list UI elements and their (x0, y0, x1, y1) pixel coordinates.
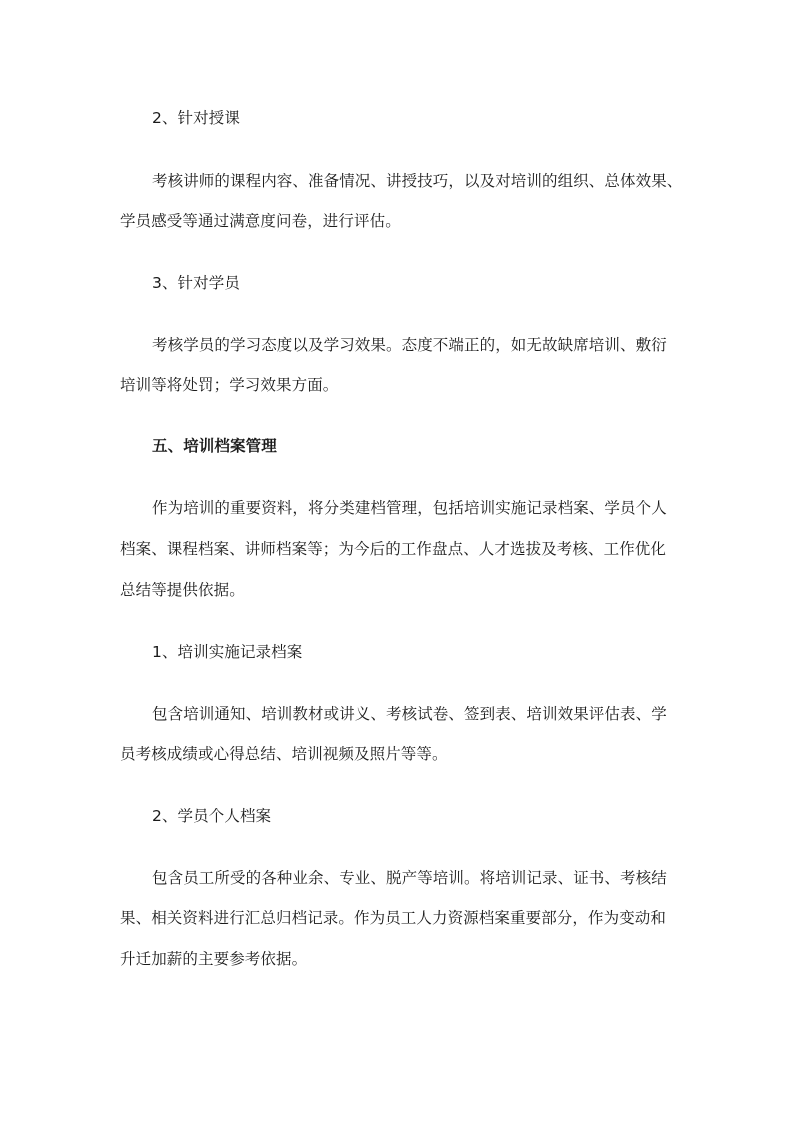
paragraph-teaching-line-1: 考核讲师的课程内容、准备情况、讲授技巧，以及对培训的组织、总体效果、 (152, 172, 683, 190)
section-heading-archive-management: 五、培训档案管理 (152, 437, 277, 455)
paragraph-archive-line-1: 作为培训的重要资料，将分类建档管理，包括培训实施记录档案、学员个人 (152, 499, 667, 517)
paragraph-trainees-line-2: 培训等将处罚；学习效果方面。 (120, 376, 339, 394)
subheading-personal-archive: 2、学员个人档案 (152, 807, 272, 825)
subheading-training-records: 1、培训实施记录档案 (152, 643, 303, 661)
subheading-trainees: 3、针对学员 (152, 274, 240, 292)
paragraph-trainees-line-1: 考核学员的学习态度以及学习效果。态度不端正的，如无故缺席培训、敷衍 (152, 336, 667, 354)
paragraph-training-records-line-2: 员考核成绩或心得总结、培训视频及照片等等。 (120, 745, 448, 763)
paragraph-archive-line-3: 总结等提供依据。 (120, 581, 245, 599)
paragraph-personal-archive-line-1: 包含员工所受的各种业余、专业、脱产等培训。将培训记录、证书、考核结 (152, 869, 667, 887)
paragraph-training-records-line-1: 包含培训通知、培训教材或讲义、考核试卷、签到表、培训效果评估表、学 (152, 705, 667, 723)
paragraph-personal-archive-line-2: 果、相关资料进行汇总归档记录。作为员工人力资源档案重要部分，作为变动和 (120, 909, 667, 927)
paragraph-archive-line-2: 档案、课程档案、讲师档案等；为今后的工作盘点、人才选拔及考核、工作优化 (120, 540, 667, 558)
subheading-teaching: 2、针对授课 (152, 109, 240, 127)
paragraph-personal-archive-line-3: 升迁加薪的主要参考依据。 (120, 950, 308, 968)
paragraph-teaching-line-2: 学员感受等通过满意度问卷，进行评估。 (120, 212, 401, 230)
